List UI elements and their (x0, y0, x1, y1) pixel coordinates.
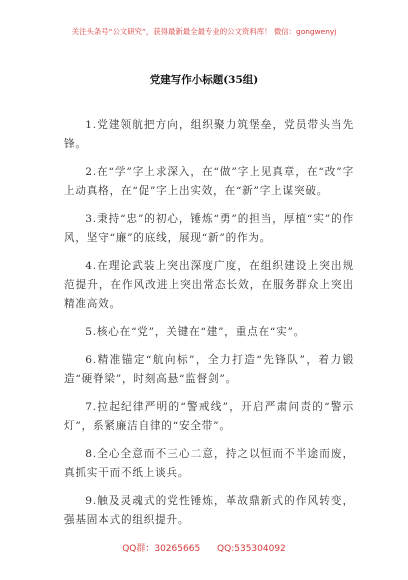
list-item: 9.触及灵魂式的党性锤炼，革故鼎新式的作风转变，强基固本式的组织提升。 (64, 495, 354, 526)
header-note: 关注头条号“公文研究”，获得最新最全最专业的公文资料库！ 微信：gongwenyj (71, 27, 337, 36)
list-item: 2.在“学”字上求深入，在“做”字上见真章，在“改”字上动真格，在“促”字上出实效，在“新”字上谋突破。 (64, 166, 354, 197)
footer-qq-group: QQ群：30265665 (122, 544, 201, 554)
item-list (64, 116, 354, 539)
list-item: 1.党建领航把方向，组织聚力筑堡垒，党员带头当先锋。 (64, 119, 354, 150)
footer (0, 541, 408, 554)
list-item: 5.核心在“党”，关键在“建”，重点在“实”。 (85, 326, 306, 338)
list-item: 3.秉持“忠”的初心，锤炼“勇”的担当，厚植“实”的作风，坚守“廉”的底线，展现“新”的作为。 (64, 213, 354, 244)
document-title: 党建写作小标题(35组) (149, 74, 259, 86)
list-item: 7.拉起纪律严明的“警戒线”，开启严肃问责的“警示灯”，系紧廉洁自律的“安全带”。 (64, 401, 354, 432)
list-item: 4.在理论武装上突出深度广度，在组织建设上突出规范提升，在作风改进上突出常态长效，在服务群众上突出精准高效。 (64, 260, 354, 310)
footer-qq: QQ:535304092 (217, 544, 286, 554)
list-item: 8.全心全意而不三心二意，持之以恒而不半途而废，真抓实干而不纸上谈兵。 (64, 448, 354, 479)
list-item: 6.精准锚定“航向标”，全力打造“先锋队”，着力锻造“硬脊梁”，时刻高悬“监督剑”。 (64, 354, 354, 385)
